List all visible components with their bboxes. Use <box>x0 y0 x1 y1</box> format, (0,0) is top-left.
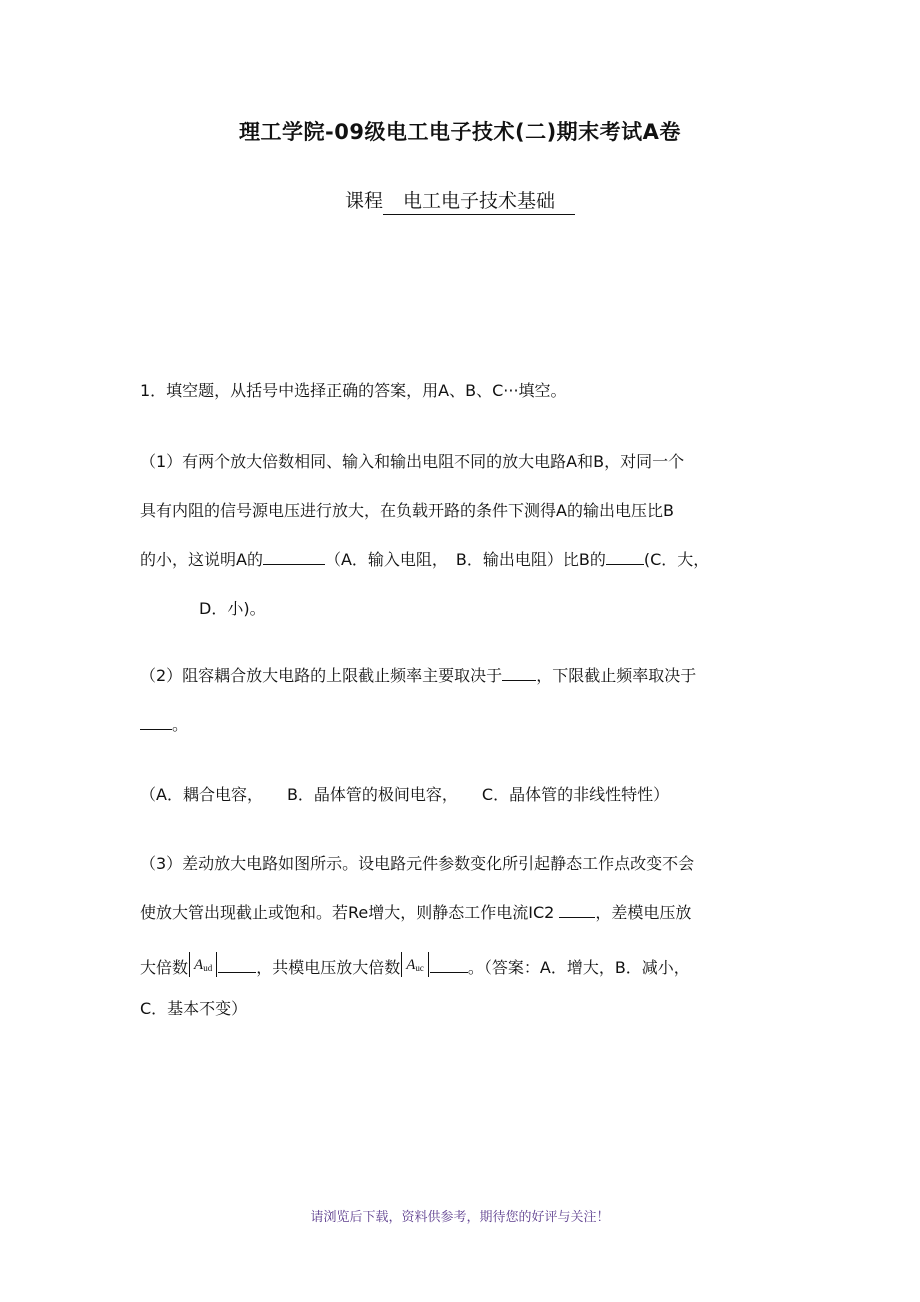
p1-line1: （1）有两个放大倍数相同、输入和输出电阻不同的放大电路A和B，对同一个 <box>140 452 685 471</box>
answer-blank-6[interactable] <box>218 957 256 973</box>
course-line <box>0 186 920 215</box>
p2-line2-text: 。 <box>172 715 189 734</box>
p1-line4: D．小)。 <box>199 599 266 618</box>
answer-blank-4[interactable] <box>140 714 172 730</box>
answer-blank-2[interactable] <box>606 549 644 565</box>
p3-line3 <box>140 955 690 978</box>
p2-options: （A．耦合电容， B．晶体管的极间电容， C．晶体管的非线性特性） <box>140 785 670 804</box>
footer-note: 请浏览后下载，资料供参考，期待您的好评与关注！ <box>310 1210 610 1225</box>
common-gain-symbol <box>400 957 430 974</box>
question-heading: 1．填空题，从括号中选择正确的答案，用A、B、C···填空。 <box>140 381 567 400</box>
p3-line3-text-a: 大倍数 <box>140 958 189 977</box>
p2-line1-text-b: ，下限截止频率取决于 <box>536 666 697 685</box>
page-title: 理工学院-09级电工电子技术(二)期末考试A卷 <box>239 120 681 144</box>
p2-line1-text-a: （2）阻容耦合放大电路的上限截止频率主要取决于 <box>140 666 503 685</box>
common-gain-base: A <box>406 957 416 973</box>
course-value: 电工电子技术基础 <box>383 186 575 215</box>
p3-line2-text-a: 使放大管出现截止或饱和。若Re增大，则静态工作电流IC2 <box>140 903 560 922</box>
answer-blank-3[interactable] <box>502 665 536 681</box>
p1-line3 <box>140 547 709 570</box>
p1-line3-text-b: （A．输入电阻， B．输出电阻）比B的 <box>324 550 606 569</box>
p1-line3-text-a: 的小，这说明A的 <box>140 550 263 569</box>
p3-line3-text-c: 。（答案：A．增大，B．减小， <box>467 958 690 977</box>
course-label: 课程 <box>344 190 383 212</box>
common-gain-sub: uc <box>415 963 424 973</box>
p3-line3-text-b: ，共模电压放大倍数 <box>256 958 401 977</box>
p1-line2: 具有内阻的信号源电压进行放大，在负载开路的条件下测得A的输出电压比B <box>140 501 674 520</box>
p1-line3-text-c: (C．大， <box>643 550 710 569</box>
diff-gain-sub: ud <box>203 963 213 973</box>
p3-line2-text-b: ，差模电压放 <box>595 903 692 922</box>
answer-blank-5[interactable] <box>559 902 595 918</box>
p3-line2 <box>140 900 691 923</box>
answer-blank-1[interactable] <box>263 549 325 565</box>
diff-gain-base: A <box>194 957 204 973</box>
p3-line1: （3）差动放大电路如图所示。设电路元件参数变化所引起静态工作点改变不会 <box>140 854 695 873</box>
p2-line2 <box>140 712 188 735</box>
answer-blank-7[interactable] <box>430 957 468 973</box>
diff-gain-symbol <box>188 957 218 974</box>
p3-line4: C．基本不变） <box>140 999 248 1018</box>
p2-line1 <box>140 663 696 686</box>
